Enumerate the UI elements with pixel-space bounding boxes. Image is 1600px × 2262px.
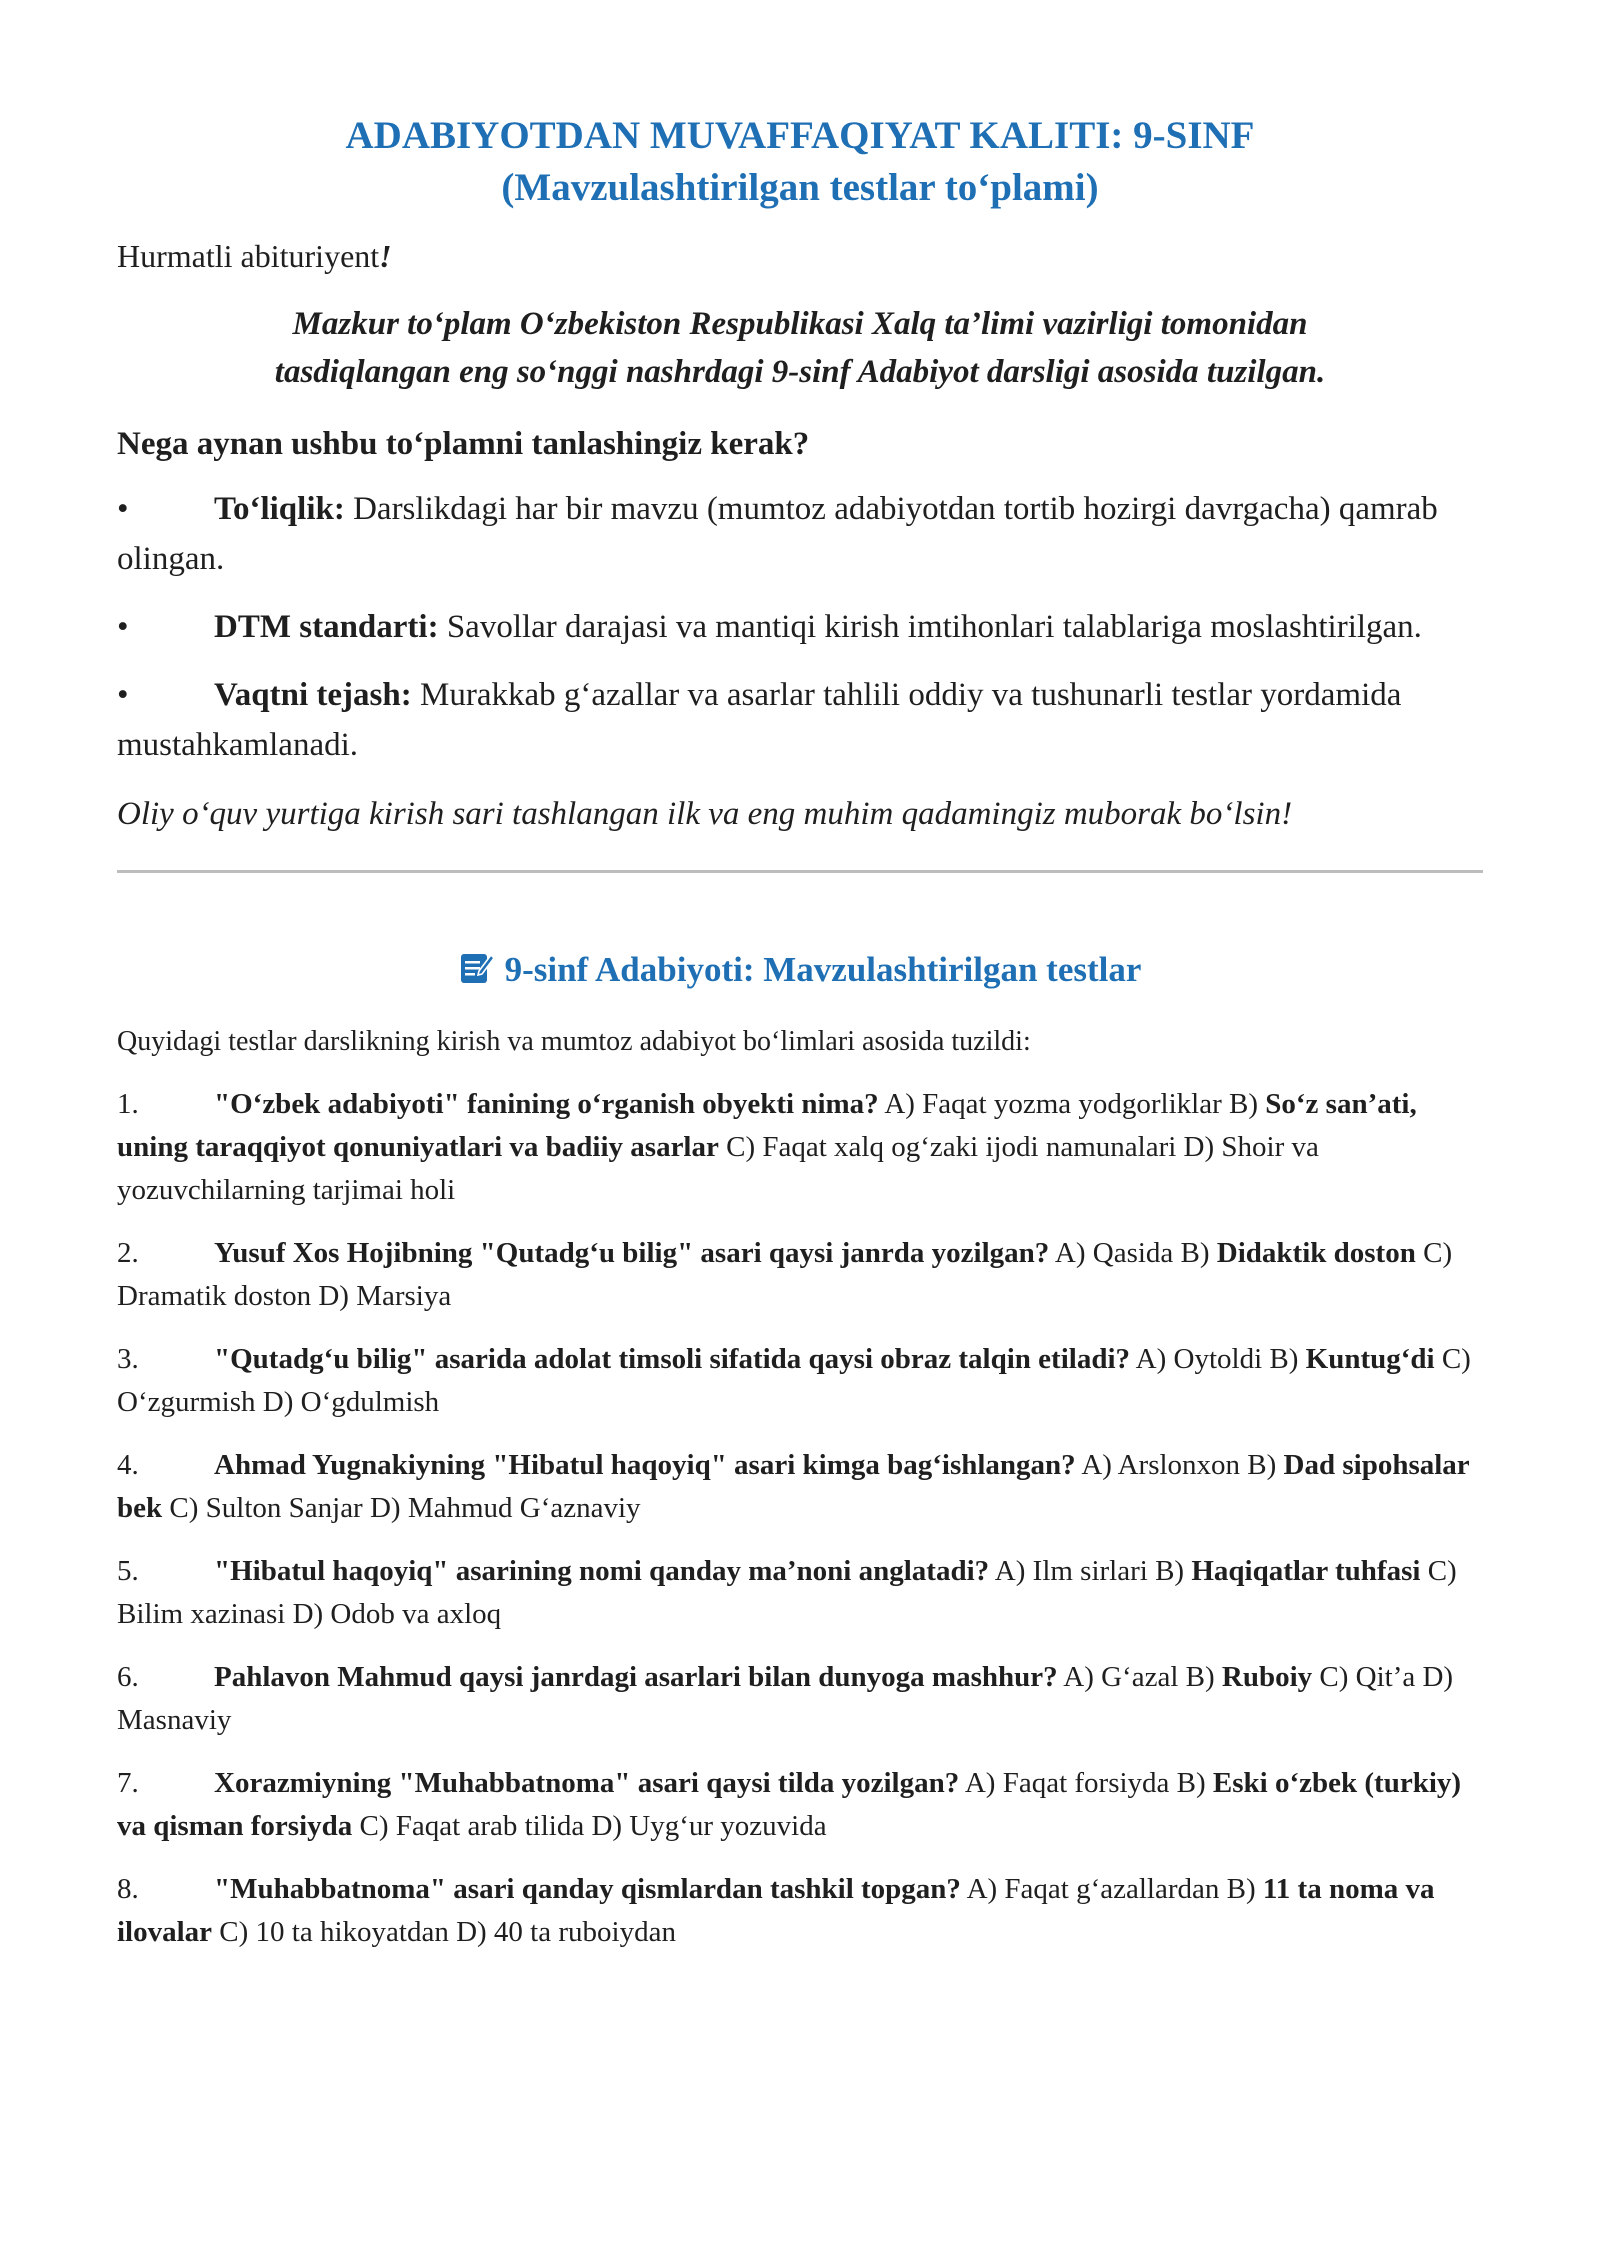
bullet-text: Darslikdagi har bir mavzu (mumtoz adabiyotdan tortib hozirgi davrgacha) qamrab olingan. (117, 491, 1438, 577)
correct-answer: Eski o‘zbek (turkiy) va qisman forsiyda (117, 1767, 1462, 1842)
section-subtitle: Quyidagi testlar darslikning kirish va mumtoz adabiyot bo‘limlari asosida tuzildi: (117, 1026, 1031, 1057)
correct-answer: Kuntug‘di (1305, 1343, 1435, 1375)
question-text: "Qutadg‘u bilig" asarida adolat timsoli sifatida qaysi obraz talqin etiladi? (214, 1343, 1131, 1375)
option-a: A) G‘azal B) (1057, 1661, 1222, 1693)
option-a: A) Ilm sirlari B) (989, 1555, 1192, 1587)
question-text: Yusuf Xos Hojibning "Qutadg‘u bilig" asari qaysi janrda yozilgan? (214, 1237, 1050, 1269)
question-item (117, 1550, 1483, 1636)
question-item (117, 1338, 1483, 1424)
closing-wish: Oliy o‘quv yurtiga kirish sari tashlangan ilk va eng muhim qadamingiz muborak bo‘lsin! (117, 796, 1293, 832)
list-item (117, 670, 1483, 770)
title-line-1: ADABIYOTDAN MUVAFFAQIYAT KALITI: 9-SINF (345, 114, 1255, 157)
option-a: A) Arslonxon B) (1075, 1449, 1284, 1481)
intro-line-2: tasdiqlangan eng so‘nggi nashrdagi 9-sinf Adabiyot darsligi asosida tuzilgan. (274, 354, 1326, 390)
question-item (117, 1656, 1483, 1742)
bullet-dot: • (117, 609, 129, 645)
question-number: 1. (117, 1088, 139, 1120)
question-item (117, 1762, 1483, 1848)
other-options: C) Qit’a D) Masnaviy (117, 1661, 1454, 1736)
section-heading (117, 947, 1483, 997)
question-text: "O‘zbek adabiyoti" fanining o‘rganish obyekti nima? (214, 1088, 879, 1120)
question-item (117, 1083, 1483, 1212)
question-text: "Muhabbatnoma" asari qanday qismlardan tashkil topgan? (214, 1873, 961, 1905)
intro-line-1: Mazkur to‘plam O‘zbekiston Respublikasi Xalq ta’limi vazirligi tomonidan (292, 306, 1308, 342)
option-a: A) Qasida B) (1049, 1237, 1217, 1269)
question-number: 7. (117, 1767, 139, 1799)
bullet-term: DTM standarti: (214, 609, 439, 645)
option-a: A) Oytoldi B) (1130, 1343, 1306, 1375)
other-options: C) 10 ta hikoyatdan D) 40 ta ruboiydan (212, 1916, 676, 1948)
list-item (117, 484, 1483, 584)
other-options: C) Faqat xalq og‘zaki ijodi namunalari D) Shoir va yozuvchilarning tarjimai holi (117, 1131, 1319, 1206)
option-a: A) Faqat yozma yodgorliklar B) (878, 1088, 1266, 1120)
divider (117, 870, 1483, 873)
document-title (117, 110, 1483, 214)
title-line-2: (Mavzulashtirilgan testlar to‘plami) (501, 166, 1099, 209)
question-text: "Hibatul haqoyiq" asarining nomi qanday ma’noni anglatadi? (214, 1555, 990, 1587)
intro-paragraph (117, 300, 1483, 396)
other-options: C) Bilim xazinasi D) Odob va axloq (117, 1555, 1457, 1630)
question-number: 5. (117, 1555, 139, 1587)
question-text: Pahlavon Mahmud qaysi janrdagi asarlari bilan dunyoga mashhur? (214, 1661, 1058, 1693)
question-text: Xorazmiyning "Muhabbatnoma" asari qaysi tilda yozilgan? (214, 1767, 960, 1799)
option-a: A) Faqat forsiyda B) (959, 1767, 1213, 1799)
other-options: C) Dramatik doston D) Marsiya (117, 1237, 1453, 1312)
bullet-term: To‘liqlik: (214, 491, 345, 527)
memo-icon (459, 949, 495, 997)
question-number: 4. (117, 1449, 139, 1481)
bullet-term: Vaqtni tejash: (214, 677, 412, 713)
question-number: 2. (117, 1237, 139, 1269)
other-options: C) O‘zgurmish D) O‘gdulmish (117, 1343, 1471, 1418)
correct-answer: So‘z san’ati, uning taraqqiyot qonuniyatlari va badiiy asarlar (117, 1088, 1417, 1163)
correct-answer: Dad sipohsalar bek (117, 1449, 1470, 1524)
question-item (117, 1232, 1483, 1318)
question-number: 8. (117, 1873, 139, 1905)
greeting-text: Hurmatli abituriyent (117, 238, 380, 274)
list-item (117, 602, 1483, 652)
greeting-mark: ! (379, 238, 392, 274)
correct-answer: Haqiqatlar tuhfasi (1191, 1555, 1421, 1587)
question-item (117, 1868, 1483, 1954)
bullet-dot: • (117, 677, 129, 713)
other-options: C) Faqat arab tilida D) Uyg‘ur yozuvida (352, 1810, 827, 1842)
benefits-list (117, 484, 1483, 770)
question-text: Ahmad Yugnakiyning "Hibatul haqoyiq" asari kimga bag‘ishlangan? (214, 1449, 1076, 1481)
option-a: A) Faqat g‘azallardan B) (960, 1873, 1263, 1905)
section-heading-text: 9-sinf Adabiyoti: Mavzulashtirilgan testlar (504, 950, 1142, 989)
question-number: 6. (117, 1661, 139, 1693)
correct-answer: 11 ta noma va ilovalar (117, 1873, 1435, 1948)
other-options: C) Sulton Sanjar D) Mahmud G‘aznaviy (162, 1492, 641, 1524)
bullet-text: Savollar darajasi va mantiqi kirish imtihonlari talablariga moslashtirilgan. (438, 609, 1422, 645)
correct-answer: Ruboiy (1221, 1661, 1313, 1693)
question-item (117, 1444, 1483, 1530)
bullet-text: Murakkab g‘azallar va asarlar tahlili oddiy va tushunarli testlar yordamida mustahkamlanadi. (117, 677, 1402, 763)
question-list (117, 1083, 1483, 1954)
greeting (117, 236, 1483, 276)
why-heading: Nega aynan ushbu to‘plamni tanlashingiz kerak? (117, 426, 810, 462)
question-number: 3. (117, 1343, 139, 1375)
bullet-dot: • (117, 491, 129, 527)
correct-answer: Didaktik doston (1216, 1237, 1416, 1269)
